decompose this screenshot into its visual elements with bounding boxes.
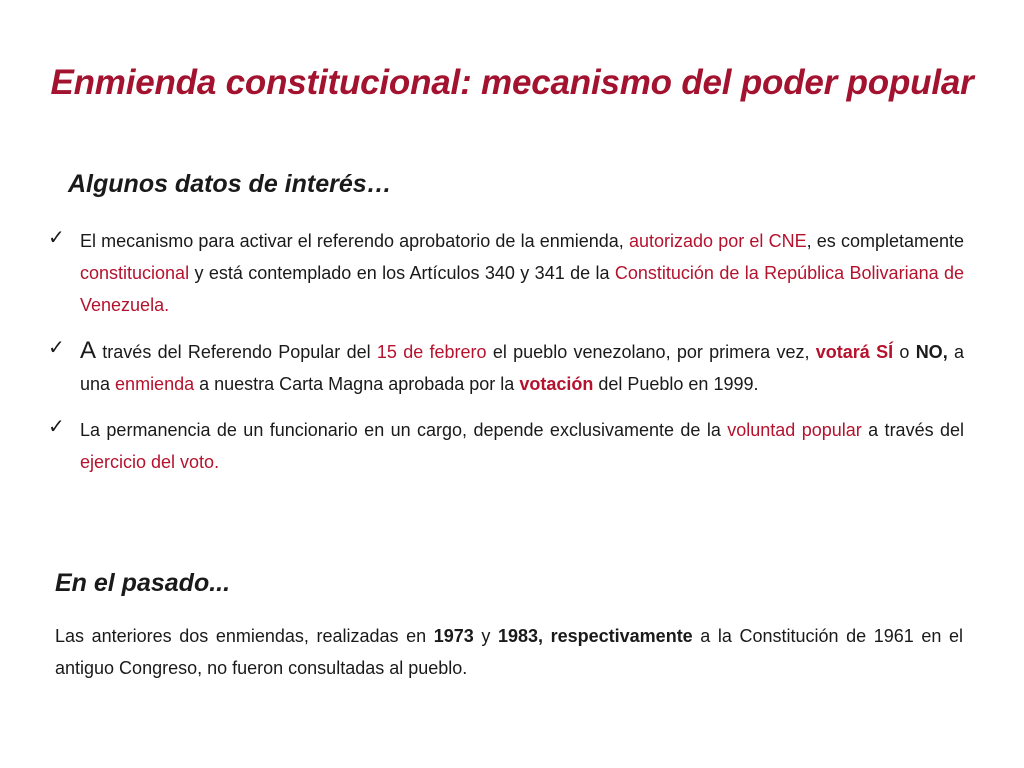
past-paragraph: [55, 620, 963, 684]
bullet-item: [46, 335, 964, 400]
check-icon: ✓: [48, 225, 65, 249]
bold-span: 1973: [433, 626, 474, 646]
text-span: del Pueblo en 1999.: [593, 374, 759, 394]
highlight-span: autorizado por el CNE: [628, 231, 807, 251]
highlight-bold-span: votación: [519, 374, 594, 394]
bold-span: NO,: [915, 342, 948, 362]
bullet-text: [80, 335, 964, 400]
highlight-span: voluntad popular: [727, 420, 862, 440]
text-span: A: [80, 337, 97, 364]
bullet-text: [80, 225, 964, 321]
text-span: La permanencia de un funcionario en un cargo, depende exclusivamente de la: [80, 420, 728, 440]
bullet-text: [80, 414, 964, 478]
highlight-span: ejercicio del voto.: [80, 452, 220, 472]
check-icon: ✓: [48, 414, 65, 438]
text-span: a través del: [861, 420, 964, 440]
bullet-item: [46, 414, 964, 478]
slide-title: Enmienda constitucional: mecanismo del poder popular: [50, 63, 974, 102]
check-icon: ✓: [48, 335, 65, 359]
text-span: , es completamente: [806, 231, 965, 251]
text-span: el pueblo venezolano, por primera vez,: [486, 342, 816, 362]
bold-span: 1983, respectivamente: [497, 626, 693, 646]
text-span: El mecanismo para activar el referendo aprobatorio de la enmienda,: [80, 231, 629, 251]
highlight-span: 15 de febrero: [376, 342, 487, 362]
highlight-span: enmienda: [115, 374, 195, 394]
section-heading-datos: Algunos datos de interés…: [68, 170, 392, 198]
text-span: y: [473, 626, 498, 646]
text-span: través del Referendo Popular del: [96, 342, 377, 362]
text-span: Las anteriores dos enmiendas, realizadas en: [55, 626, 434, 646]
highlight-bold-span: votará SÍ: [815, 342, 894, 362]
highlight-span: constitucional: [80, 263, 190, 283]
text-span: a la Constitución de 1961 en el antiguo Congreso, no fueron consultadas al pueblo.: [55, 626, 963, 678]
bullet-item: [46, 225, 964, 321]
text-span: o: [893, 342, 916, 362]
section-heading-pasado: En el pasado...: [55, 569, 231, 597]
text-span: a una: [80, 342, 965, 394]
bullet-list: [46, 225, 964, 492]
text-span: y está contemplado en los Artículos 340 y 341 de la: [189, 263, 615, 283]
text-span: a nuestra Carta Magna aprobada por la: [194, 374, 520, 394]
highlight-span: Constitución de la República Bolivariana de Venezuela.: [80, 263, 964, 315]
